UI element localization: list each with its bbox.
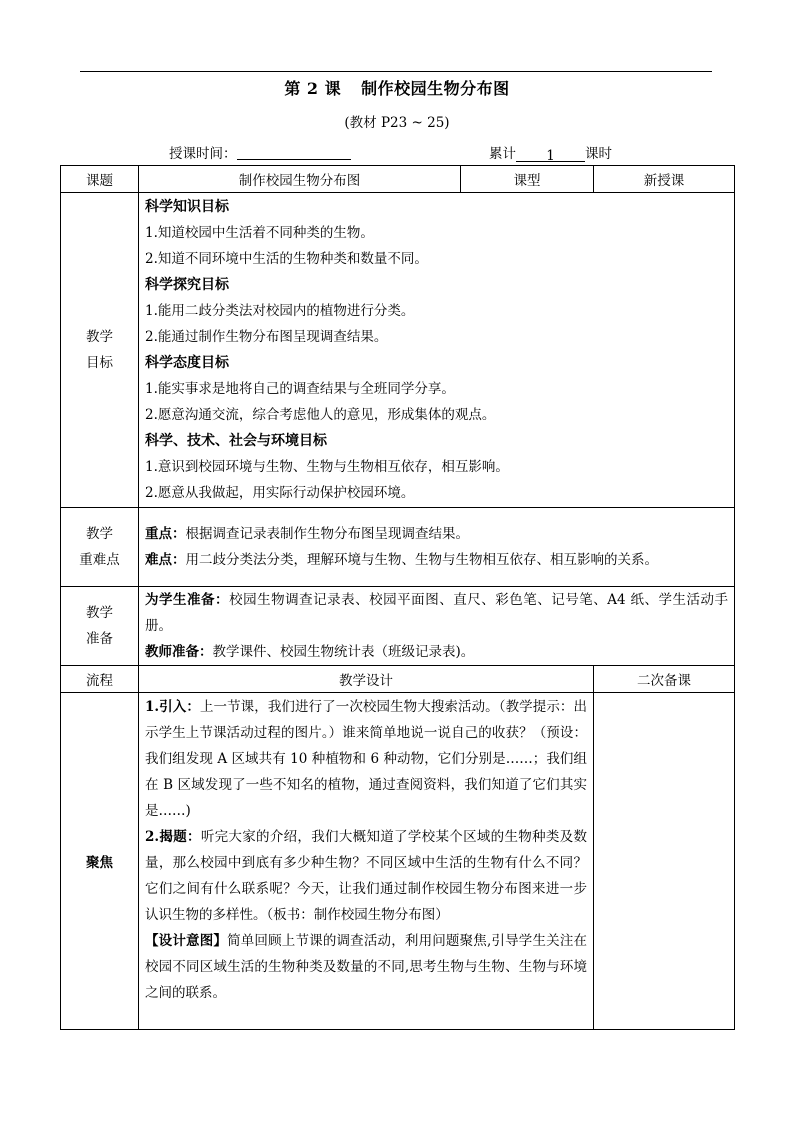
preparation-row <box>61 587 735 666</box>
total-periods <box>489 142 612 162</box>
preparation-label: 教学 准备 <box>61 587 139 666</box>
key-points-row <box>61 508 735 587</box>
process-label: 流程 <box>61 666 139 693</box>
teacher-prep: 教师准备：教学课件、校园生物统计表（班级记录表)。 <box>145 644 475 660</box>
teaching-time <box>169 142 351 162</box>
preparation-content <box>139 587 735 666</box>
lesson-type-label: 课型 <box>461 166 594 193</box>
topic-value: 制作校园生物分布图 <box>139 166 461 193</box>
teaching-time-field[interactable] <box>237 146 351 160</box>
total-label: 累计 <box>489 146 516 162</box>
design-label: 教学设计 <box>139 666 594 693</box>
total-value[interactable]: 1 <box>516 148 585 162</box>
teaching-time-label: 授课时间： <box>169 146 237 162</box>
focus-content <box>139 693 594 1030</box>
goal-item: 1.知道校园中生活着不同种类的生物。 <box>145 225 374 241</box>
design-intent-paragraph: 【设计意图】简单回顾上节课的调查活动，利用问题聚焦,引导学生关注在校园不同区域生活的生物种类及数量的不同,思考生物与生物、生物与环境之间的联系。 <box>145 933 588 1001</box>
topic-paragraph: 2.揭题：听完大家的介绍，我们大概知道了学校某个区域的生物种类及数量，那么校园中到底有多少种生物？不同区域中生活的生物有什么不同？它们之间有什么联系呢？今天，让我们通过制作校园生物分布图来进一步认识生物的多样性。（板书：制作校园生物分布图） <box>145 829 588 923</box>
key-points-content <box>139 508 735 587</box>
goal-heading: 科学知识目标 <box>145 199 229 215</box>
lesson-type-value: 新授课 <box>594 166 735 193</box>
total-unit: 课时 <box>585 146 612 162</box>
goal-item: 2.愿意沟通交流，综合考虑他人的意见，形成集体的观点。 <box>145 407 496 423</box>
second-prep-label: 二次备课 <box>594 666 735 693</box>
lesson-title: 制作校园生物分布图 <box>361 79 510 98</box>
goal-heading: 科学、技术、社会与环境目标 <box>145 433 327 449</box>
goal-item: 1.意识到校园环境与生物、生物与生物相互依存，相互影响。 <box>145 459 509 475</box>
textbook-pages: (教材 P23 ~ 25) <box>344 115 450 131</box>
goal-heading: 科学探究目标 <box>145 277 229 293</box>
lesson-number: 第 2 课 <box>284 79 342 98</box>
focus-label: 聚焦 <box>61 693 139 1030</box>
goal-item: 1.能实事求是地将自己的调查结果与全班同学分享。 <box>145 381 455 397</box>
focus-row <box>61 693 735 1030</box>
intro-paragraph: 1.引入：上一节课，我们进行了一次校园生物大搜索活动。（教学提示：出示学生上节课活动过程的图片。）谁来简单地说一说自己的收获？（预设：我们组发现 A 区域共有 10 种植物和 6 种动物，它们分别是……；我们组在 B 区域发现了一些不知名的植物，通过查阅资料，我们知道了它们其实是……) <box>145 699 588 819</box>
key-point: 重点：根据调查记录表制作生物分布图呈现调查结果。 <box>145 526 469 542</box>
lesson-plan-table <box>60 165 735 1030</box>
goals-content <box>139 193 735 508</box>
goal-item: 2.愿意从我做起，用实际行动保护校园环境。 <box>145 485 415 501</box>
header-rule <box>80 71 712 72</box>
process-header-row <box>61 666 735 693</box>
goal-item: 2.能通过制作生物分布图呈现调查结果。 <box>145 329 388 345</box>
goal-item: 1.能用二歧分类法对校园内的植物进行分类。 <box>145 303 415 319</box>
second-prep-cell[interactable] <box>594 693 735 1030</box>
goal-heading: 科学态度目标 <box>145 355 229 371</box>
goal-item: 2.知道不同环境中生活的生物种类和数量不同。 <box>145 251 428 267</box>
difficult-point: 难点：用二歧分类法分类，理解环境与生物、生物与生物相互依存、相互影响的关系。 <box>145 552 658 568</box>
topic-row <box>61 166 735 193</box>
goals-label: 教学 目标 <box>61 193 139 508</box>
page-title <box>0 76 794 99</box>
student-prep: 为学生准备：校园生物调查记录表、校园平面图、直尺、彩色笔、记号笔、A4 纸、学生活动手册。 <box>145 592 728 634</box>
topic-label: 课题 <box>61 166 139 193</box>
goals-row <box>61 193 735 508</box>
key-points-label: 教学 重难点 <box>61 508 139 587</box>
